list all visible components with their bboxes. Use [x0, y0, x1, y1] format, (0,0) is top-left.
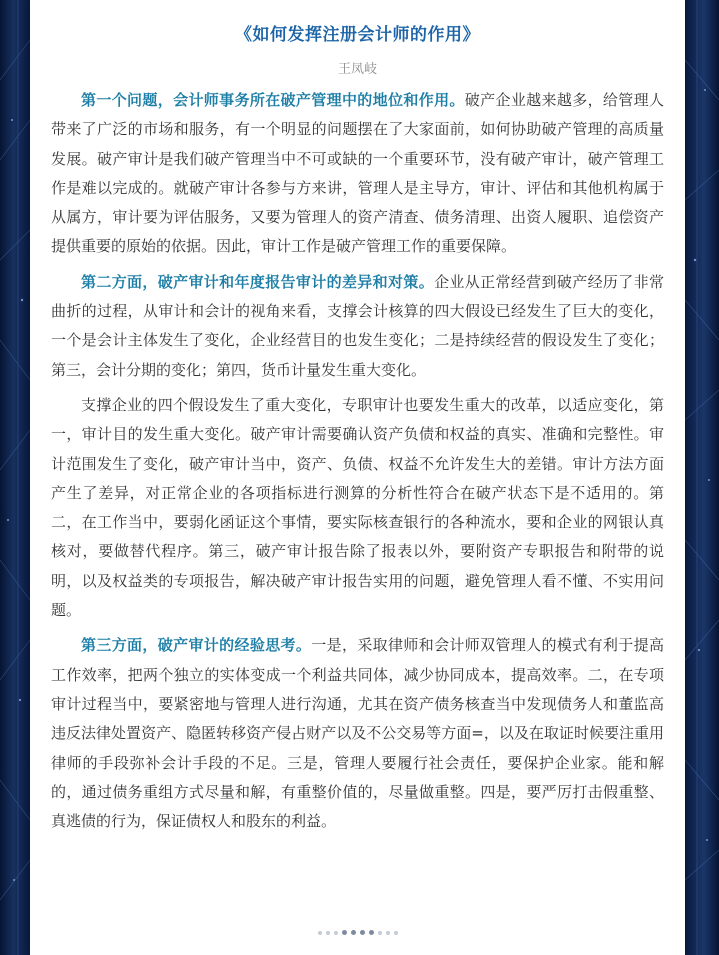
page-indicator [30, 922, 685, 932]
article-body [51, 86, 664, 842]
paragraph-2 [51, 268, 664, 385]
page-indicator-dot[interactable] [342, 930, 347, 935]
paragraph-1 [51, 86, 664, 262]
left-border-pattern [0, 0, 30, 955]
right-border-pattern [685, 0, 719, 955]
right-decorative-border [685, 0, 719, 955]
page-indicator-dot[interactable] [326, 931, 330, 935]
article-title: 《如何发挥注册会计师的作用》 [235, 25, 480, 45]
page-indicator-dot[interactable] [360, 930, 365, 935]
paragraph-4-heading: 第三方面，破产审计的经验思考。 [81, 636, 312, 655]
paragraph-2-heading: 第二方面，破产审计和年度报告审计的差异和对策。 [81, 272, 435, 291]
paragraph-3 [51, 391, 664, 625]
article-author: 王凤岐 [337, 62, 377, 77]
page-indicator-dot[interactable] [378, 931, 382, 935]
page-indicator-dot[interactable] [369, 930, 374, 935]
paragraph-4-text: 一是，采取律师和会计师双管理人的模式有利于提高工作效率，把两个独立的实体变成一个利益共同体，减少协同成本，提高效率。二，在专项审计过程当中，要紧密地与管理人进行沟通，尤其在资产债务核查当中发现债务人和董监高违反法律处置资产、隐匿转移资产侵占财产以及不公交易等方面=，以及在取证时候要注重用律师的手段弥补会计手段的不足。三是，管理人要履行社会责任，要保护企业家。能和解的，通过债务重组方式尽量和解，有重整价值的，尽量做重整。四是，要严厉打击假重整、真逃债的行为，保证债权人和股东的利益。 [51, 636, 664, 831]
paragraph-2-text: 企业从正常经营到破产经历了非常曲折的过程，从审计和会计的视角来看，支撑会计核算的四大假设已经发生了巨大的变化，一个是会计主体发生了变化，企业经营目的也发生变化；二是持续经营的假设发生了变化；第三，会计分期的变化；第四，货币计量发生重大变化。 [51, 272, 664, 379]
page-indicator-dot[interactable] [386, 931, 390, 935]
page-indicator-dot[interactable] [394, 931, 398, 935]
page-indicator-dot[interactable] [351, 930, 356, 935]
left-decorative-border [0, 0, 30, 955]
paragraph-4 [51, 631, 664, 836]
article-page [30, 0, 685, 955]
page-indicator-dot[interactable] [318, 931, 322, 935]
paragraph-1-heading: 第一个问题，会计师事务所在破产管理中的地位和作用。 [81, 91, 465, 109]
page-indicator-dot[interactable] [334, 931, 338, 935]
paragraph-3-text: 支撑企业的四个假设发生了重大变化，专职审计也要发生重大的改革，以适应变化，第一，审计目的发生重大变化。破产审计需要确认资产负债和权益的真实、准确和完整性。审计范围发生了变化，破产审计当中，资产、负债、权益不允许发生大的差错。审计方法方面产生了差异，对正常企业的各项指标进行测算的分析性符合在破产状态下是不适用的。第二，在工作当中，要弱化函证这个事情，要实际核查银行的各种流水，要和企业的网银认真核对，要做替代程序。第三，破产审计报告除了报表以外，要附资产专职报告和附带的说明，以及权益类的专项报告，解决破产审计报告实用的问题，避免管理人看不懂、不实用问题。 [51, 395, 664, 620]
paragraph-1-text: 破产企业越来越多，给管理人带来了广泛的市场和服务，有一个明显的问题摆在了大家面前，如何协助破产管理的高质量发展。破产审计是我们破产管理当中不可或缺的一个重要环节，没有破产审计，破产管理工作是难以完成的。就破产审计各参与方来讲，管理人是主导方，审计、评估和其他机构属于从属方，审计要为评估服务，又要为管理人的资产清查、债务清理、出资人履职、追偿资产提供重要的原始的依据。因此，审计工作是破产管理工作的重要保障。 [51, 91, 664, 256]
